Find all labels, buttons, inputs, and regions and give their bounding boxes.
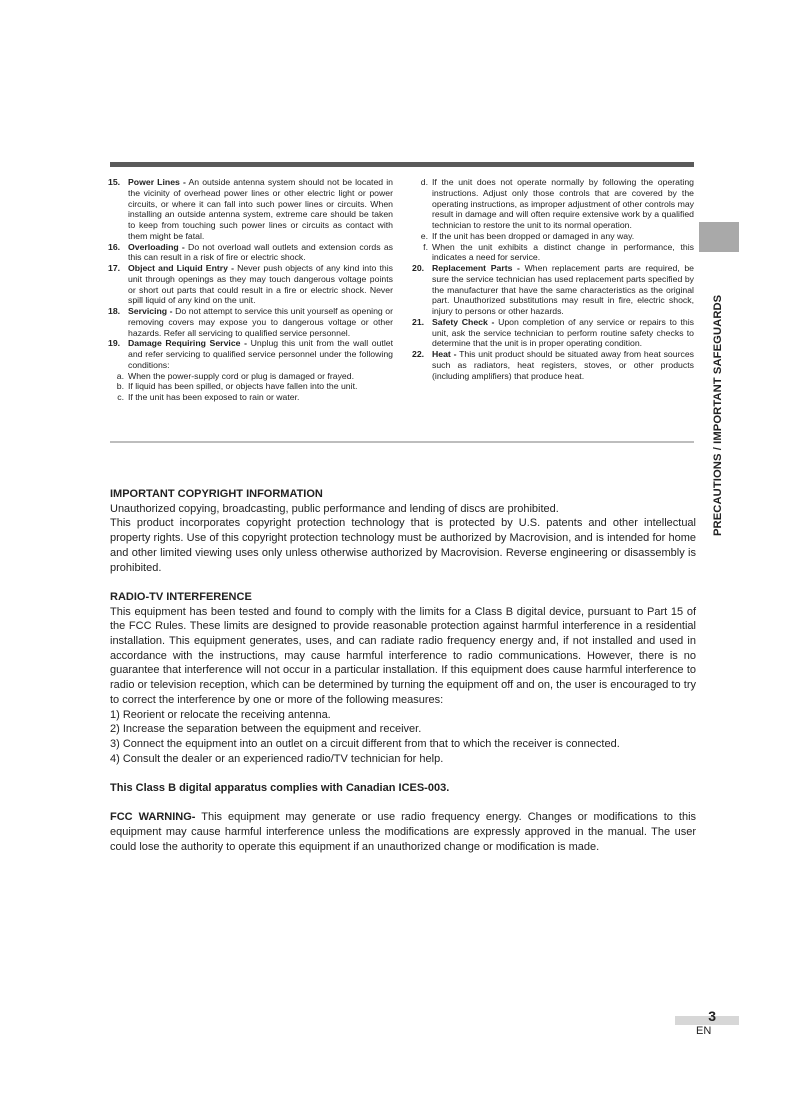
notices [110,487,696,855]
item-text: This unit product should be situated away from heat sources such as radiators, heat registers, stoves, or other products (including amplifiers) that produce heat. [432,349,694,381]
page-number: 3 [708,1008,716,1024]
condition-letter: e. [420,230,428,241]
item-title: Overloading - [128,241,185,252]
condition-text: If liquid has been spilled, or objects have fallen into the unit. [128,381,358,392]
copyright-text: Unauthorized copying, broadcasting, public performance and lending of discs are prohibited. [110,502,559,515]
side-title: PRECAUTIONS / IMPORTANT SAFEGUARDS [712,294,724,536]
item-text: Do not attempt to service this unit yourself as opening or removing covers may expose you to dangerous voltage or other hazards. Refer all servicing to qualified service personnel. [128,306,393,338]
condition-letter: f. [423,241,428,252]
item-number: 22. [412,349,425,359]
measure-item: 2) Increase the separation between the equipment and receiver. [110,723,422,736]
radio-tv-text: This equipment has been tested and found to comply with the limits for a Class B digital device, pursuant to Part 15 of the FCC Rules. These limits are designed to provide reasonable protection against harmful interference in a residential installation. This equipment generates, uses, and can radiate radio frequency energy and, if not installed and used in accordance with the instructions, may cause harmful interference to radio communications. However, there is no guarantee that interference will not occur in a particular installation. If this equipment does cause harmful interference to radio or television reception, which can be determined by turning the equipment off and on, the user is encouraged to try to correct the interference by one or more of the following measures: [110,605,696,706]
item-text: Do not overload wall outlets and extension cords as this can result in a risk of fire or electric shock. [128,241,394,263]
safeguard-item [412,263,694,317]
condition-item [412,177,694,231]
top-divider [110,162,694,167]
condition-item [108,381,393,392]
measure-item: 1) Reorient or relocate the receiving antenna. [110,708,331,721]
fcc-warning [110,810,696,854]
item-title: Power Lines - [128,177,186,187]
safeguard-item [412,349,694,381]
measure-item: 4) Consult the dealer or an experienced radio/TV technician for help. [110,752,444,765]
item-title: Object and Liquid Entry - [128,263,234,273]
item-title: Heat - [432,349,457,359]
safeguard-item [412,317,694,349]
condition-text: When the power-supply cord or plug is damaged or frayed. [128,370,354,381]
condition-letter: b. [116,381,124,392]
safeguard-item [108,177,393,242]
item-number: 19. [108,338,121,349]
safeguard-item [108,242,393,264]
safeguard-item [108,338,393,370]
condition-text: If the unit has been dropped or damaged in any way. [432,230,635,241]
item-number: 17. [108,263,121,273]
condition-letter: a. [116,370,124,381]
condition-text: If the unit has been exposed to rain or water. [128,392,300,402]
condition-item [412,242,694,264]
canada-notice: This Class B digital apparatus complies with Canadian ICES-003. [110,782,450,795]
language-label: EN [696,1025,712,1037]
item-title: Servicing - [128,306,173,316]
item-number: 16. [108,241,121,252]
side-tab [699,222,739,252]
radio-tv-heading: RADIO-TV INTERFERENCE [110,590,252,603]
item-number: 21. [412,316,425,327]
condition-letter: c. [117,392,124,402]
condition-letter: d. [420,177,428,187]
right-column [412,177,694,381]
item-title: Safety Check - [432,316,495,327]
safeguard-item [108,263,393,306]
item-text: Never push objects of any kind into this unit through openings as they may touch dangerous voltage points or short out parts that could result in a fire or electric shock. Never spill liquid of any kind on the unit. [128,263,393,306]
measure-item: 3) Connect the equipment into an outlet on a circuit different from that to which the receiver is connected. [110,737,620,750]
copyright-text: This product incorporates copyright protection technology that is protected by U.S. patents and other intellectual property rights. Use of this copyright protection technology must be authorized by Macrovision, and is intended for home and other limited viewing uses only unless otherwise authorized by Macrovision. Reverse engineering or disassembly is prohibited. [110,517,696,574]
fcc-text: This equipment may generate or use radio frequency energy. Changes or modifications to this equipment may cause harmful interference unless the modifications are expressly approved in the manual. The user could lose the authority to operate this equipment if an unauthorized change or modification is made. [110,811,697,853]
fcc-label: FCC WARNING- [110,811,196,824]
condition-item [412,231,694,242]
item-text: Unplug this unit from the wall outlet and refer servicing to qualified service personnel under the following conditions: [128,338,393,370]
condition-item [108,371,393,382]
left-column [108,177,393,403]
item-number: 20. [412,263,425,273]
item-number: 15. [108,177,121,187]
item-number: 18. [108,306,121,316]
condition-text: When the unit exhibits a distinct change in performance, this indicates a need for service. [432,241,694,263]
condition-item [108,392,393,403]
item-title: Replacement Parts - [432,263,520,273]
item-title: Damage Requiring Service - [128,338,247,349]
item-text: An outside antenna system should not be located in the vicinity of overhead power lines or other electric light or power circuits, or where it can fall into such power lines or circuits. When installing an outside antenna system, extreme care should be taken to keep from touching such power lines or circuits as contact with them might be fatal. [128,177,394,241]
condition-text: If the unit does not operate normally by following the operating instructions. Adjust only those controls that are covered by the operating instructions, as improper adjustment of other controls may result in damage and will often require extensive work by a qualified technician to restore the unit to its normal operation. [432,177,694,230]
item-text: Upon completion of any service or repairs to this unit, ask the service technician to perform routine safety checks to determine that the unit is in proper operating condition. [432,316,694,349]
safeguard-item [108,306,393,338]
copyright-heading: IMPORTANT COPYRIGHT INFORMATION [110,488,323,500]
section-divider [110,441,694,443]
item-text: When replacement parts are required, be sure the service technician has used replacement parts specified by the manufacturer that have the same characteristics as the original part. Unauthorized substitutions may result in fire, electric shock, injury to persons or other hazards. [432,263,695,316]
